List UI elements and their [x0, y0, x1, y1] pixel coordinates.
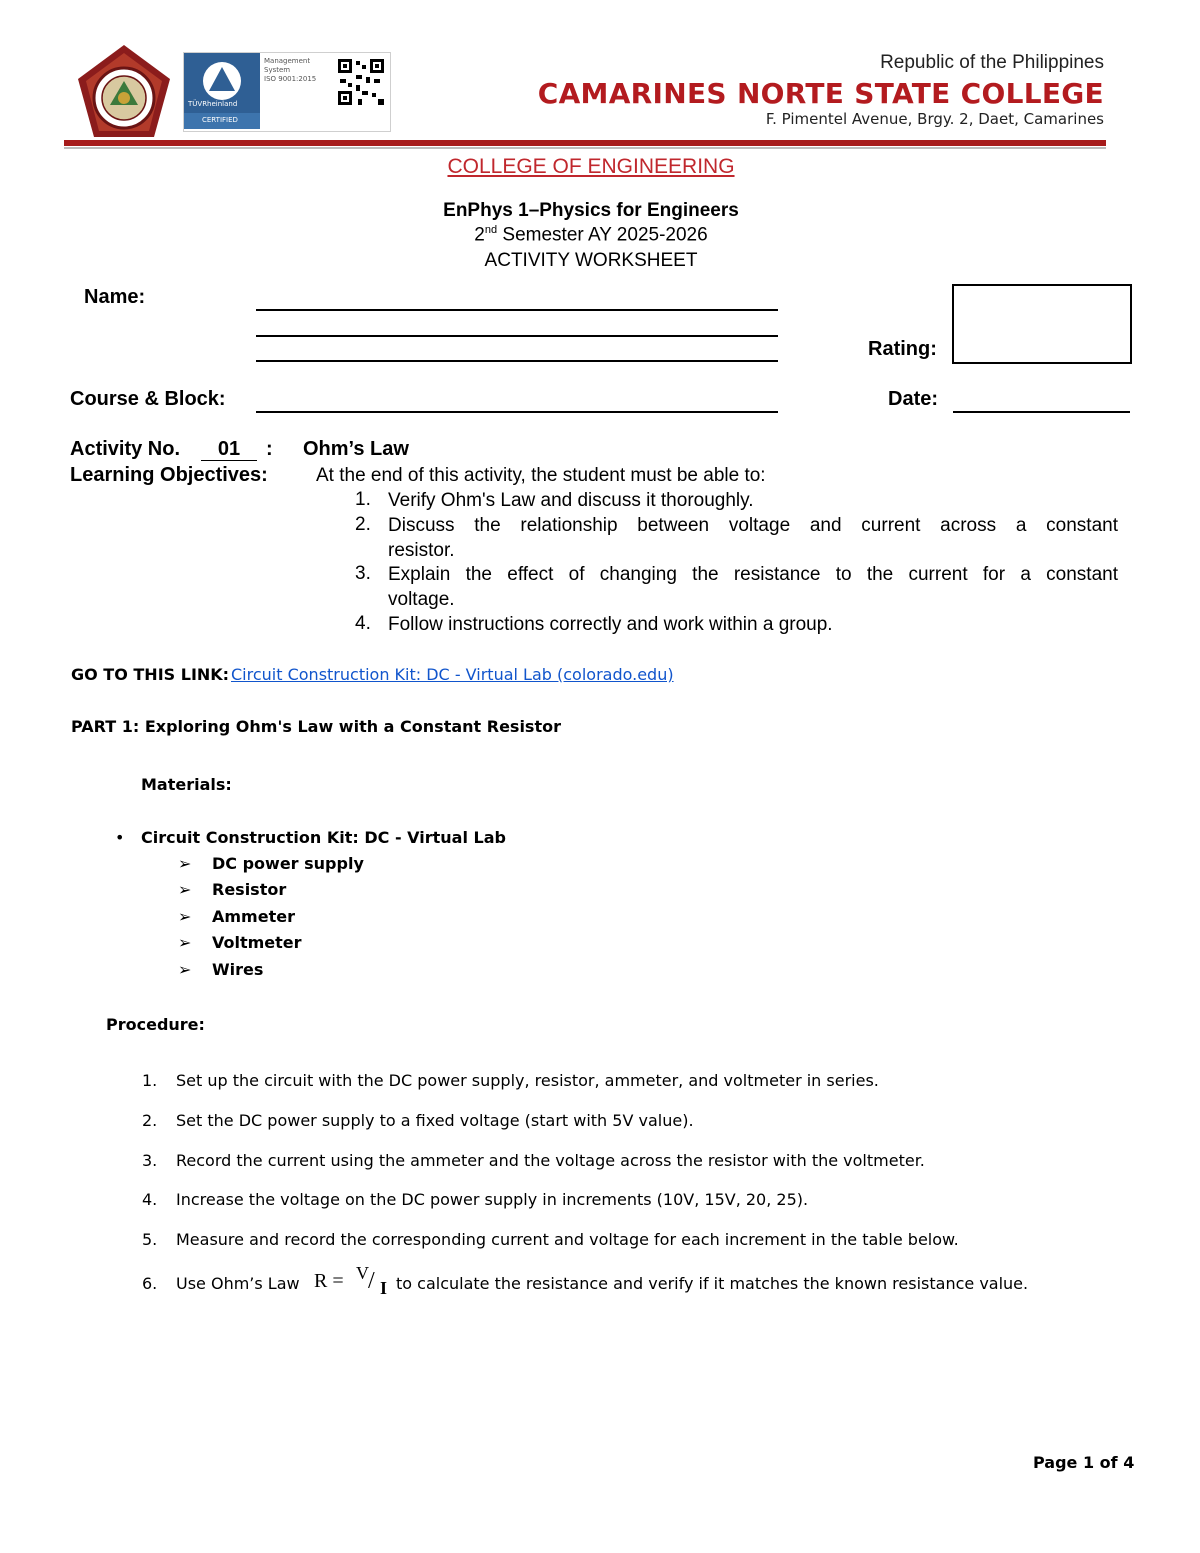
objective-number: 3.	[355, 563, 371, 584]
semester-num: 2	[474, 224, 485, 246]
objective-text: Explain the effect of changing the resistance to the current for a constant	[388, 564, 1118, 585]
material-item: Resistor	[212, 880, 287, 899]
arrow-bullet-icon: ➢	[178, 854, 192, 873]
step-number: 3.	[142, 1151, 158, 1170]
step-number: 2.	[142, 1111, 158, 1130]
step-number: 1.	[142, 1071, 158, 1090]
semester-sup: nd	[484, 224, 498, 236]
step-number: 6.	[142, 1274, 158, 1293]
objective-number: 2.	[355, 514, 371, 535]
materials-label: Materials:	[141, 775, 232, 794]
step-text: to calculate the resistance and verify if it matches the known resistance value.	[396, 1274, 1029, 1293]
objectives-intro: At the end of this activity, the student must be able to:	[316, 465, 766, 486]
step-text: Record the current using the ammeter and the voltage across the resistor with the voltmeter.	[176, 1151, 925, 1170]
step-number: 4.	[142, 1190, 158, 1209]
step-text: Measure and record the corresponding current and voltage for each increment in the table below.	[176, 1230, 959, 1249]
cert-line: System	[264, 66, 291, 74]
step-text: Use Ohm’s Law	[176, 1274, 300, 1293]
qr-code	[336, 57, 386, 107]
cert-line: ISO 9001:2015	[264, 75, 317, 83]
name-field-line-2[interactable]	[256, 335, 778, 337]
iso-certification-badge	[183, 52, 391, 132]
course-title: EnPhys 1–Physics for Engineers	[443, 200, 739, 221]
formula-denominator: I	[380, 1278, 388, 1298]
objective-text: Verify Ohm's Law and discuss it thoroughly.	[388, 490, 754, 511]
step-text: Set up the circuit with the DC power supply, resistor, ammeter, and voltmeter in series.	[176, 1071, 879, 1090]
arrow-bullet-icon: ➢	[178, 880, 192, 899]
objective-number: 4.	[355, 613, 371, 634]
page-number: Page 1 of 4	[1033, 1453, 1135, 1472]
step-text: Increase the voltage on the DC power supply in increments (10V, 15V, 20, 25).	[176, 1190, 809, 1209]
rating-label: Rating:	[868, 338, 937, 360]
semester-line	[0, 224, 1182, 246]
objective-text: Discuss the relationship between voltage and current across a constant	[388, 515, 1118, 536]
activity-label: Activity No.	[70, 438, 181, 460]
name-label: Name:	[84, 286, 146, 308]
arrow-bullet-icon: ➢	[178, 907, 192, 926]
objective-text-continued: voltage.	[388, 589, 455, 610]
course-block-label: Course & Block:	[70, 388, 226, 410]
college-name: CAMARINES NORTE STATE COLLEGE	[537, 77, 1104, 110]
certification-text	[264, 57, 334, 84]
objective-text: Follow instructions correctly and work within a group.	[388, 614, 833, 635]
department-title: COLLEGE OF ENGINEERING	[447, 155, 735, 178]
formula-lhs: R =	[314, 1270, 344, 1292]
material-item: Wires	[212, 960, 264, 979]
virtual-lab-link[interactable]: Circuit Construction Kit: DC - Virtual Lab (colorado.edu)	[231, 665, 674, 684]
tuv-text: TÜVRheinland	[188, 100, 238, 108]
tuv-logo	[184, 53, 260, 129]
college-seal-logo	[74, 43, 174, 143]
formula-numerator: V	[356, 1263, 369, 1283]
activity-colon: :	[266, 438, 273, 460]
formula-slash: /	[368, 1268, 375, 1294]
part1-title: PART 1: Exploring Ohm's Law with a Constant Resistor	[71, 717, 561, 736]
arrow-bullet-icon: ➢	[178, 960, 192, 979]
link-label: GO TO THIS LINK:	[71, 665, 230, 684]
semester-rest: Semester AY 2025-2026	[497, 224, 708, 246]
college-address: F. Pimentel Avenue, Brgy. 2, Daet, Camarines	[765, 110, 1104, 128]
bullet-icon: •	[115, 828, 125, 847]
arrow-bullet-icon: ➢	[178, 933, 192, 952]
header-divider-shadow	[64, 147, 1106, 149]
objective-text-continued: resistor.	[388, 540, 455, 561]
step-number: 5.	[142, 1230, 158, 1249]
activity-number: 01	[201, 438, 257, 461]
date-field-line[interactable]	[953, 411, 1130, 413]
activity-title: Ohm’s Law	[303, 438, 409, 460]
name-field-line-1[interactable]	[256, 309, 778, 311]
rating-box[interactable]	[952, 284, 1132, 364]
kit-name: Circuit Construction Kit: DC - Virtual Lab	[141, 828, 506, 847]
name-field-line-3[interactable]	[256, 360, 778, 362]
worksheet-label: ACTIVITY WORKSHEET	[484, 250, 698, 271]
procedure-label: Procedure:	[106, 1015, 205, 1034]
certified-label: CERTIFIED	[202, 116, 238, 124]
material-item: Voltmeter	[212, 933, 302, 952]
material-item: Ammeter	[212, 907, 295, 926]
date-label: Date:	[888, 388, 939, 410]
material-item: DC power supply	[212, 854, 364, 873]
learning-objectives-label: Learning Objectives:	[70, 464, 268, 486]
objective-number: 1.	[355, 489, 371, 510]
cert-line: Management	[264, 57, 311, 65]
header-divider	[64, 140, 1106, 146]
republic-label: Republic of the Philippines	[880, 52, 1104, 73]
step-text: Set the DC power supply to a fixed voltage (start with 5V value).	[176, 1111, 694, 1130]
course-block-field-line[interactable]	[256, 411, 778, 413]
